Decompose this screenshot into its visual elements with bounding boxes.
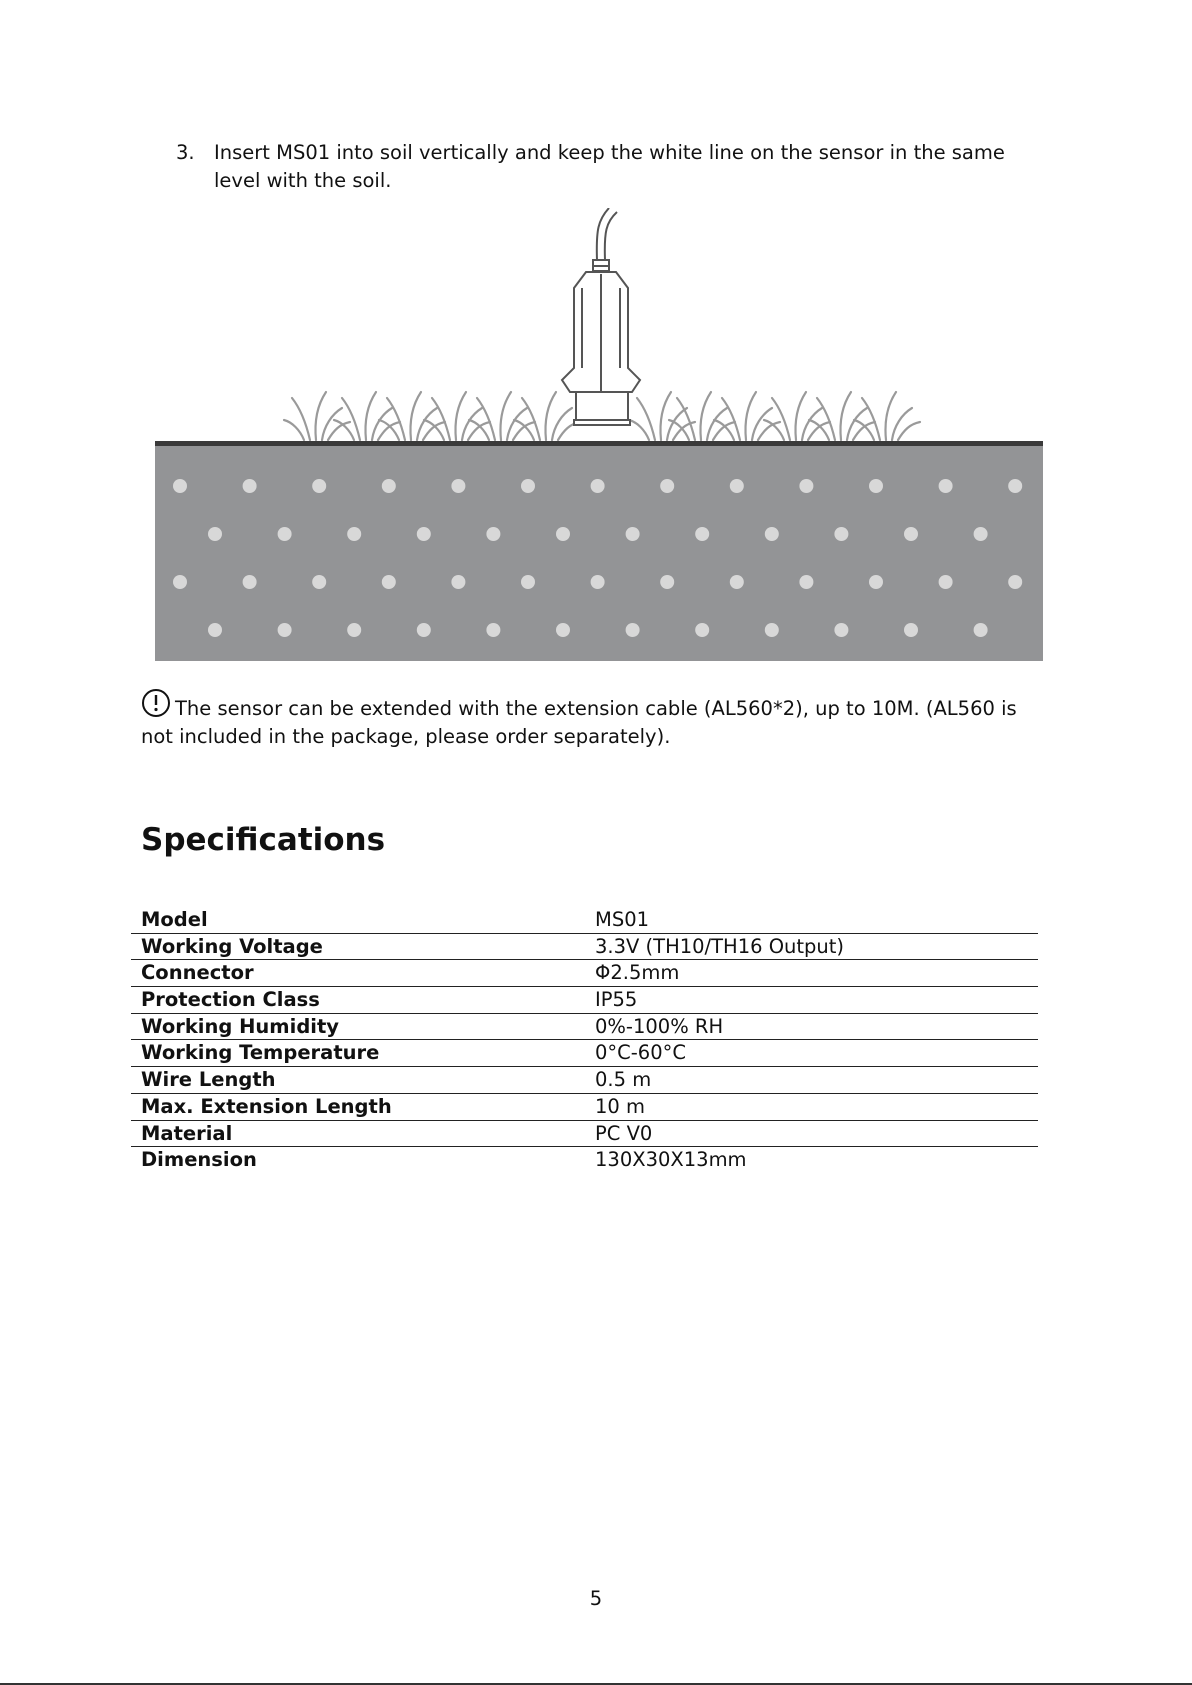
soil-dot xyxy=(939,479,953,493)
spec-label: Working Humidity xyxy=(141,1014,339,1038)
spec-row xyxy=(131,1040,1038,1067)
soil-dot xyxy=(695,527,709,541)
soil-dot xyxy=(417,527,431,541)
soil-dot xyxy=(834,527,848,541)
soil-dot xyxy=(626,623,640,637)
soil-dot xyxy=(312,479,326,493)
soil-dot xyxy=(347,623,361,637)
spec-row xyxy=(131,1121,1038,1148)
spec-row xyxy=(131,960,1038,987)
soil-dot xyxy=(208,623,222,637)
soil-dot xyxy=(486,623,500,637)
extension-cable-note xyxy=(141,688,1047,751)
soil-dot xyxy=(904,623,918,637)
soil-dot xyxy=(869,575,883,589)
soil-dot xyxy=(869,479,883,493)
soil-dot xyxy=(417,623,431,637)
spec-label: Material xyxy=(141,1121,233,1145)
soil-dot xyxy=(451,575,465,589)
spec-row xyxy=(131,1094,1038,1121)
grass-blade xyxy=(328,422,350,440)
soil-dot xyxy=(974,623,988,637)
grass-blade xyxy=(629,420,649,440)
specifications-heading: Specifications xyxy=(141,822,386,858)
soil-dot xyxy=(382,479,396,493)
spec-value: 0°C-60°C xyxy=(595,1041,686,1065)
soil-dot xyxy=(730,575,744,589)
soil-dot xyxy=(904,527,918,541)
spec-row xyxy=(131,987,1038,1014)
spec-label: Working Voltage xyxy=(141,934,323,958)
spec-value: 10 m xyxy=(595,1094,646,1118)
soil-dot xyxy=(1008,575,1022,589)
spec-value: IP55 xyxy=(595,988,638,1012)
step-number: 3. xyxy=(176,141,195,164)
spec-row xyxy=(131,934,1038,961)
sensor-in-soil-illustration xyxy=(150,208,1046,668)
soil-dot xyxy=(834,623,848,637)
soil-dot xyxy=(591,575,605,589)
spec-row xyxy=(131,1147,1038,1174)
soil-dot xyxy=(278,527,292,541)
soil-dot xyxy=(765,623,779,637)
spec-value: Φ2.5mm xyxy=(595,961,680,985)
soil-dot xyxy=(660,479,674,493)
soil-dot xyxy=(1008,479,1022,493)
soil-dot xyxy=(695,623,709,637)
step-text: Insert MS01 into soil vertically and keep the white line on the sensor in the same level with the soil. xyxy=(214,141,1005,192)
page-number: 5 xyxy=(589,1587,603,1610)
spec-value: MS01 xyxy=(595,908,650,931)
spec-label: Wire Length xyxy=(141,1068,276,1092)
spec-label: Model xyxy=(141,908,208,931)
spec-label: Working Temperature xyxy=(141,1041,380,1065)
soil-dot xyxy=(382,575,396,589)
soil-dot xyxy=(312,575,326,589)
soil-dot xyxy=(626,527,640,541)
spec-value: 0.5 m xyxy=(595,1068,652,1092)
spec-value: 0%-100% RH xyxy=(595,1014,724,1038)
soil-dot xyxy=(486,527,500,541)
soil-dot xyxy=(451,479,465,493)
exclamation-circle-icon xyxy=(141,688,171,718)
soil-dot xyxy=(556,527,570,541)
spec-label: Protection Class xyxy=(141,988,320,1012)
soil-dot xyxy=(556,623,570,637)
soil-dot xyxy=(939,575,953,589)
soil-dot xyxy=(591,479,605,493)
soil-dot xyxy=(765,527,779,541)
soil-dot xyxy=(243,479,257,493)
grass-blade xyxy=(898,422,920,440)
spec-label: Dimension xyxy=(141,1148,257,1172)
soil-dot xyxy=(799,479,813,493)
soil-dot xyxy=(521,575,535,589)
soil-dot xyxy=(347,527,361,541)
soil-dot xyxy=(799,575,813,589)
grass-blade xyxy=(758,422,780,440)
soil-dot xyxy=(243,575,257,589)
grass-blade xyxy=(284,420,304,440)
specifications-table xyxy=(131,907,1038,1174)
spec-label: Connector xyxy=(141,961,254,985)
spec-row xyxy=(131,907,1038,934)
spec-value: 130X30X13mm xyxy=(595,1148,747,1172)
soil-dot xyxy=(208,527,222,541)
soil-dot xyxy=(660,575,674,589)
spec-label: Max. Extension Length xyxy=(141,1094,392,1118)
soil-dot xyxy=(730,479,744,493)
soil-dot xyxy=(521,479,535,493)
spec-row xyxy=(131,1014,1038,1041)
note-text: The sensor can be extended with the extension cable (AL560*2), up to 10M. (AL560 is not included in the package, please order separately). xyxy=(141,697,1017,748)
soil-dot xyxy=(974,527,988,541)
soil-dot xyxy=(173,479,187,493)
sensor-icon xyxy=(562,208,640,425)
soil-dot xyxy=(173,575,187,589)
soil-dot xyxy=(278,623,292,637)
ground-line xyxy=(155,441,1043,446)
spec-row xyxy=(131,1067,1038,1094)
spec-value: 3.3V (TH10/TH16 Output) xyxy=(595,934,845,958)
spec-value: PC V0 xyxy=(595,1121,653,1145)
